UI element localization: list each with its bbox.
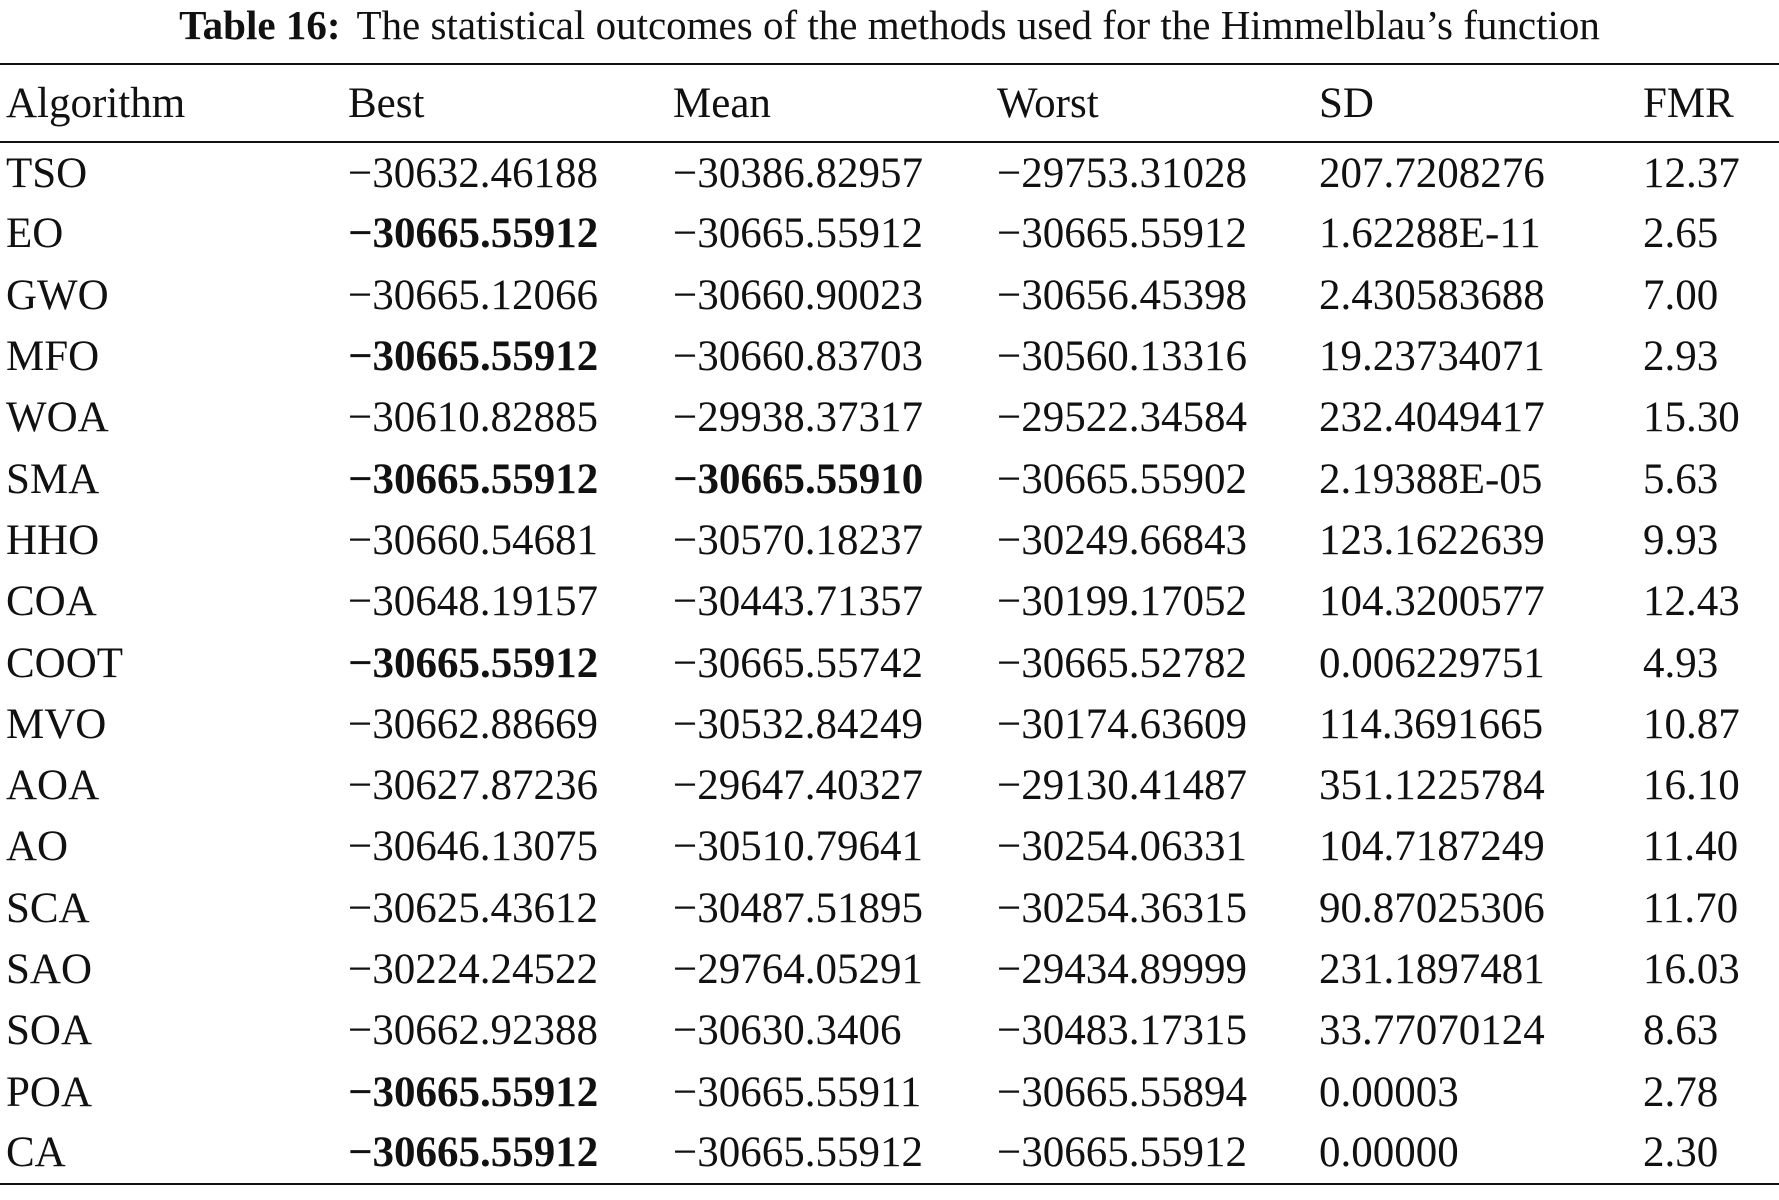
cell-mean: −30532.84249 (673, 700, 924, 748)
cell-fmr: 11.40 (1643, 823, 1739, 871)
cell-sd: 232.4049417 (1319, 394, 1545, 442)
cell-fmr: 2.93 (1643, 333, 1719, 381)
cell-mean: −29938.37317 (673, 394, 924, 442)
cell-algorithm: SAO (6, 946, 93, 993)
table-header-row (0, 64, 1779, 142)
cell-best: −30662.88669 (348, 700, 599, 748)
cell-fmr: 9.93 (1643, 516, 1719, 564)
cell-algorithm: MVO (6, 700, 107, 748)
cell-fmr: 2.30 (1637, 1123, 1779, 1184)
cell-worst: −30665.55912 (991, 1123, 1313, 1184)
cell-fmr: 11.70 (1643, 884, 1739, 932)
cell-worst: −29753.31028 (997, 149, 1248, 197)
cell-sd: 33.77070124 (1319, 1007, 1545, 1055)
cell-mean: −30660.83703 (673, 333, 924, 381)
cell-algorithm: WOA (6, 394, 109, 442)
cell-mean: −30665.55912 (667, 1123, 991, 1184)
cell-worst: −30560.13316 (997, 333, 1248, 381)
table-caption-label: Table 16: (179, 2, 341, 48)
cell-mean: −30487.51895 (673, 884, 924, 932)
cell-sd: 2.430583688 (1319, 271, 1545, 319)
cell-worst: −30254.36315 (997, 884, 1248, 932)
cell-sd: 1.62288E-11 (1319, 210, 1541, 258)
table-row (0, 448, 1779, 509)
cell-fmr: 10.87 (1643, 700, 1740, 748)
cell-worst: −30254.06331 (997, 823, 1248, 871)
table-row (0, 387, 1779, 448)
table-row (0, 755, 1779, 816)
cell-algorithm: SCA (6, 884, 90, 932)
cell-best: −30665.12066 (348, 271, 599, 319)
cell-best: −30665.55912 (348, 455, 599, 503)
cell-algorithm: POA (6, 1068, 93, 1116)
table-row (0, 1000, 1779, 1061)
cell-fmr: 2.78 (1643, 1068, 1719, 1116)
cell-worst: −29130.41487 (997, 762, 1248, 810)
cell-sd: 231.1897481 (1319, 946, 1545, 993)
cell-algorithm: TSO (6, 149, 88, 197)
table-caption (0, 0, 1779, 60)
cell-worst: −30665.55902 (997, 455, 1248, 503)
table-row (0, 1061, 1779, 1122)
cell-worst: −30483.17315 (997, 1007, 1248, 1055)
header-fmr: FMR (1637, 64, 1779, 142)
table-row (0, 265, 1779, 326)
cell-algorithm: MFO (6, 333, 100, 381)
cell-sd: 351.1225784 (1319, 762, 1545, 810)
cell-mean: −30660.90023 (673, 271, 924, 319)
cell-sd: 0.006229751 (1319, 639, 1545, 687)
statistics-table (0, 63, 1779, 1185)
cell-algorithm: HHO (6, 516, 100, 564)
cell-best: −30665.55912 (342, 1123, 667, 1184)
cell-fmr: 5.63 (1643, 455, 1719, 503)
cell-sd: 2.19388E-05 (1319, 455, 1543, 503)
cell-mean: −30510.79641 (673, 823, 924, 871)
cell-algorithm: EO (6, 210, 64, 258)
cell-best: −30665.55912 (348, 639, 599, 687)
cell-worst: −30665.55894 (997, 1068, 1248, 1116)
cell-algorithm: COA (6, 578, 97, 626)
cell-best: −30646.13075 (348, 823, 599, 871)
cell-mean: −29647.40327 (673, 762, 924, 810)
table-row (0, 632, 1779, 693)
cell-sd: 114.3691665 (1319, 700, 1544, 748)
cell-algorithm: SMA (6, 455, 100, 503)
cell-sd: 0.00003 (1319, 1068, 1459, 1116)
cell-best: −30665.55912 (348, 333, 599, 381)
cell-best: −30648.19157 (348, 578, 599, 626)
cell-best: −30662.92388 (348, 1007, 599, 1055)
table-row (0, 571, 1779, 632)
cell-best: −30625.43612 (348, 884, 599, 932)
cell-fmr: 16.03 (1643, 946, 1740, 993)
cell-sd: 104.7187249 (1319, 823, 1545, 871)
cell-mean: −29764.05291 (673, 946, 924, 993)
cell-mean: −30665.55742 (673, 639, 924, 687)
cell-mean: −30630.3406 (673, 1007, 902, 1055)
cell-mean: −30665.55911 (673, 1068, 922, 1116)
table-row (0, 816, 1779, 877)
cell-fmr: 4.93 (1643, 639, 1719, 687)
cell-sd: 207.7208276 (1319, 149, 1545, 197)
cell-worst: −30199.17052 (997, 578, 1248, 626)
cell-algorithm: COOT (6, 639, 124, 687)
cell-best: −30665.55912 (348, 1068, 599, 1116)
cell-mean: −30570.18237 (673, 516, 924, 564)
cell-worst: −30656.45398 (997, 271, 1248, 319)
cell-sd: 123.1622639 (1319, 516, 1545, 564)
cell-fmr: 7.00 (1643, 271, 1719, 319)
table-row (0, 203, 1779, 264)
cell-best: −30224.24522 (348, 946, 599, 993)
cell-sd: 90.87025306 (1319, 884, 1545, 932)
cell-algorithm: GWO (6, 271, 109, 319)
table-row (0, 1123, 1779, 1184)
cell-mean: −30665.55910 (673, 455, 924, 503)
cell-worst: −29522.34584 (997, 394, 1248, 442)
header-algorithm: Algorithm (0, 64, 342, 142)
table-row (0, 142, 1779, 203)
cell-best: −30627.87236 (348, 762, 599, 810)
table-caption-text: The statistical outcomes of the methods used for the Himmelblau’s function (356, 2, 1600, 48)
cell-fmr: 8.63 (1643, 1007, 1719, 1055)
cell-worst: −30174.63609 (997, 700, 1248, 748)
header-mean: Mean (667, 64, 991, 142)
header-worst: Worst (991, 64, 1313, 142)
table-row (0, 694, 1779, 755)
cell-worst: −29434.89999 (997, 946, 1248, 993)
table-row (0, 939, 1779, 1000)
cell-fmr: 12.43 (1643, 578, 1740, 626)
cell-algorithm: AOA (6, 762, 100, 810)
cell-algorithm: SOA (6, 1007, 93, 1055)
table-row (0, 510, 1779, 571)
cell-sd: 19.23734071 (1319, 333, 1545, 381)
cell-mean: −30386.82957 (673, 149, 924, 197)
cell-best: −30632.46188 (348, 149, 599, 197)
cell-fmr: 16.10 (1643, 762, 1740, 810)
cell-best: −30610.82885 (348, 394, 599, 442)
cell-worst: −30665.52782 (997, 639, 1248, 687)
cell-best: −30665.55912 (348, 210, 599, 258)
cell-worst: −30249.66843 (997, 516, 1248, 564)
header-sd: SD (1313, 64, 1637, 142)
table-row (0, 326, 1779, 387)
cell-algorithm: AO (6, 823, 69, 871)
header-best: Best (342, 64, 667, 142)
cell-algorithm: CA (0, 1123, 342, 1184)
cell-sd: 104.3200577 (1319, 578, 1545, 626)
cell-fmr: 2.65 (1643, 210, 1719, 258)
cell-mean: −30665.55912 (673, 210, 924, 258)
cell-fmr: 15.30 (1643, 394, 1740, 442)
cell-worst: −30665.55912 (997, 210, 1248, 258)
cell-fmr: 12.37 (1643, 149, 1740, 197)
cell-sd: 0.00000 (1313, 1123, 1637, 1184)
cell-best: −30660.54681 (348, 516, 599, 564)
cell-mean: −30443.71357 (673, 578, 924, 626)
table-row (0, 878, 1779, 939)
